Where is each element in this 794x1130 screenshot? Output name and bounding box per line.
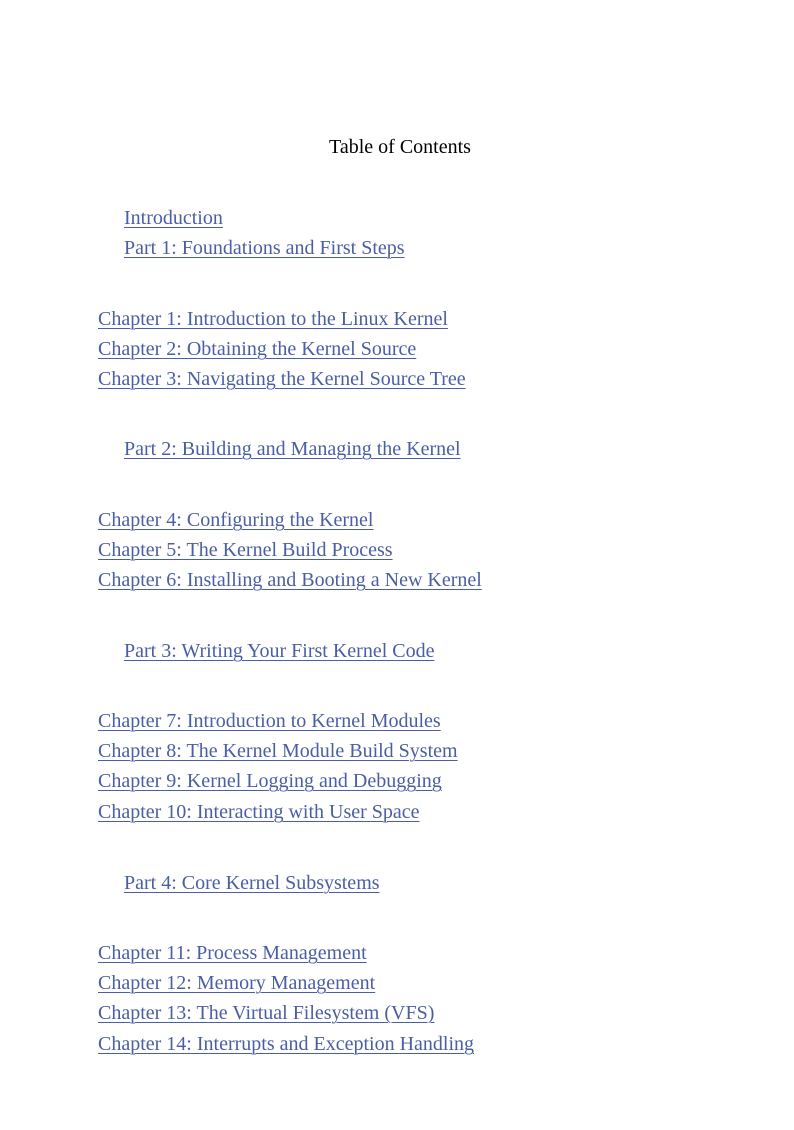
toc-link-chapter-8[interactable]: Chapter 8: The Kernel Module Build System bbox=[98, 740, 458, 762]
toc-link-chapter-7[interactable]: Chapter 7: Introduction to Kernel Modules bbox=[98, 710, 441, 732]
toc-title: Table of Contents bbox=[329, 136, 471, 158]
toc-link-part-1[interactable]: Part 1: Foundations and First Steps bbox=[124, 237, 405, 259]
toc-link-chapter-12[interactable]: Chapter 12: Memory Management bbox=[98, 972, 376, 994]
toc-link-chapter-5[interactable]: Chapter 5: The Kernel Build Process bbox=[98, 539, 393, 561]
toc-link-chapter-2[interactable]: Chapter 2: Obtaining the Kernel Source bbox=[98, 338, 417, 360]
toc-link-chapter-4[interactable]: Chapter 4: Configuring the Kernel bbox=[98, 509, 374, 531]
toc-link-part-3[interactable]: Part 3: Writing Your First Kernel Code bbox=[124, 640, 435, 662]
toc-link-chapter-13[interactable]: Chapter 13: The Virtual Filesystem (VFS) bbox=[98, 1002, 435, 1024]
toc-link-chapter-9[interactable]: Chapter 9: Kernel Logging and Debugging bbox=[98, 770, 442, 792]
toc-link-chapter-1[interactable]: Chapter 1: Introduction to the Linux Kernel bbox=[98, 308, 448, 330]
toc-link-chapter-6[interactable]: Chapter 6: Installing and Booting a New Kernel bbox=[98, 569, 482, 591]
toc-link-chapter-14[interactable]: Chapter 14: Interrupts and Exception Handling bbox=[98, 1033, 475, 1055]
toc-link-part-4[interactable]: Part 4: Core Kernel Subsystems bbox=[124, 872, 380, 894]
toc-link-chapter-3[interactable]: Chapter 3: Navigating the Kernel Source Tree bbox=[98, 368, 466, 390]
toc-link-part-2[interactable]: Part 2: Building and Managing the Kernel bbox=[124, 438, 461, 460]
toc-link-chapter-11[interactable]: Chapter 11: Process Management bbox=[98, 942, 367, 964]
toc-link-chapter-10[interactable]: Chapter 10: Interacting with User Space bbox=[98, 801, 420, 823]
toc-link-introduction[interactable]: Introduction bbox=[124, 207, 223, 229]
